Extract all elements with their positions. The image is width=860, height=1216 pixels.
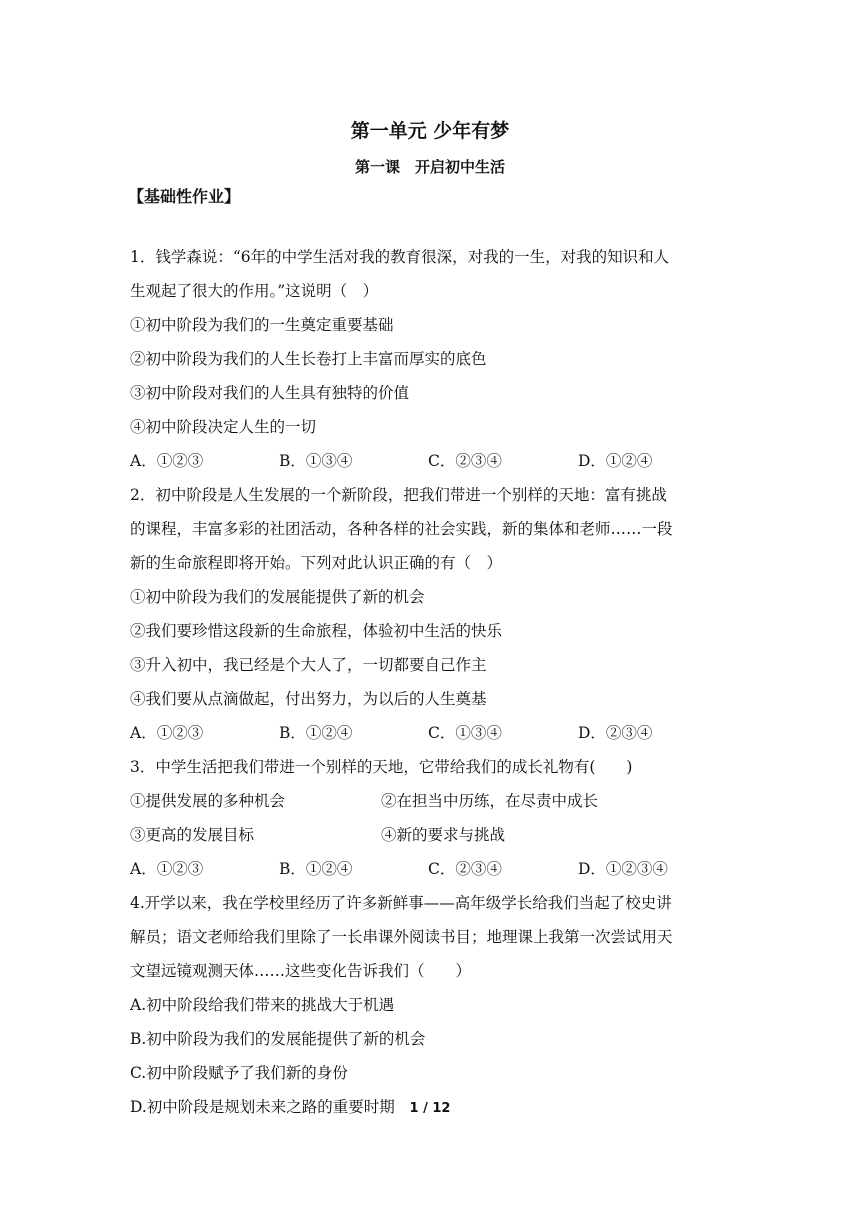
question-2-statement-4: ④我们要从点滴做起，付出努力，为以后的人生奠基 xyxy=(130,690,487,708)
page-number: 1 / 12 xyxy=(409,1101,451,1116)
question-2-option-a: A．①②③ xyxy=(130,724,204,742)
question-1-option-a: A．①②③ xyxy=(130,452,204,470)
question-3-statement-2: ②在担当中历练，在尽责中成长 xyxy=(381,792,599,810)
question-3-option-c: C．②③④ xyxy=(428,860,502,878)
question-1-option-c: C．②③④ xyxy=(428,452,502,470)
question-1-option-b: B．①③④ xyxy=(279,452,353,470)
question-2-statement-3: ③升入初中，我已经是个大人了，一切都要自己作主 xyxy=(130,656,487,674)
question-4-option-a: A.初中阶段给我们带来的挑战大于机遇 xyxy=(130,996,395,1014)
question-4-option-b: B.初中阶段为我们的发展能提供了新的机会 xyxy=(130,1030,426,1048)
question-2-stem-line-3: 新的生命旅程即将开始。下列对此认识正确的有（ ） xyxy=(130,554,503,572)
lesson-title: 第一课 开启初中生活 xyxy=(354,158,505,176)
question-1-option-d: D．①②④ xyxy=(578,452,653,470)
question-3-statement-3: ③更高的发展目标 xyxy=(130,826,255,844)
question-3-option-a: A．①②③ xyxy=(130,860,204,878)
question-4-stem-line-1: 4.开学以来，我在学校里经历了许多新鲜事——高年级学长给我们当起了校史讲 xyxy=(130,894,672,912)
question-4-option-c: C.初中阶段赋予了我们新的身份 xyxy=(130,1064,348,1082)
question-2-statement-2: ②我们要珍惜这段新的生命旅程，体验初中生活的快乐 xyxy=(130,622,503,640)
question-2-stem-line-2: 的课程，丰富多彩的社团活动，各种各样的社会实践，新的集体和老师……一段 xyxy=(130,520,673,538)
question-4-option-d: D.初中阶段是规划未来之路的重要时期 xyxy=(130,1098,395,1116)
question-2-statement-1: ①初中阶段为我们的发展能提供了新的机会 xyxy=(130,588,425,606)
question-4-stem-line-2: 解员；语文老师给我们里除了一长串课外阅读书目；地理课上我第一次尝试用天 xyxy=(130,928,673,946)
question-4-stem-line-3: 文望远镜观测天体……这些变化告诉我们（ ） xyxy=(130,962,472,980)
question-2-option-b: B．①②④ xyxy=(279,724,353,742)
question-1-stem-line-2: 生观起了很大的作用。”这说明（ ） xyxy=(130,282,379,300)
unit-title: 第一单元 少年有梦 xyxy=(350,120,510,142)
question-3-option-d: D．①②③④ xyxy=(578,860,668,878)
question-3-stem: 3．中学生活把我们带进一个别样的天地，它带给我们的成长礼物有( ) xyxy=(130,758,633,776)
question-2-option-c: C．①③④ xyxy=(428,724,502,742)
question-2-option-d: D．②③④ xyxy=(578,724,653,742)
question-1-statement-4: ④初中阶段决定人生的一切 xyxy=(130,418,317,436)
question-1-stem-line-1: 1．钱学森说：“6年的中学生活对我的教育很深，对我的一生，对我的知识和人 xyxy=(130,248,670,266)
question-1-statement-1: ①初中阶段为我们的一生奠定重要基础 xyxy=(130,316,394,334)
question-3-option-b: B．①②④ xyxy=(279,860,353,878)
section-heading: 【基础性作业】 xyxy=(128,187,241,206)
question-2-stem-line-1: 2．初中阶段是人生发展的一个新阶段，把我们带进一个别样的天地：富有挑战 xyxy=(130,486,667,504)
question-3-statement-1: ①提供发展的多种机会 xyxy=(130,792,286,810)
question-3-statement-4: ④新的要求与挑战 xyxy=(381,826,506,844)
question-1-statement-2: ②初中阶段为我们的人生长卷打上丰富而厚实的底色 xyxy=(130,350,487,368)
question-1-statement-3: ③初中阶段对我们的人生具有独特的价值 xyxy=(130,384,410,402)
